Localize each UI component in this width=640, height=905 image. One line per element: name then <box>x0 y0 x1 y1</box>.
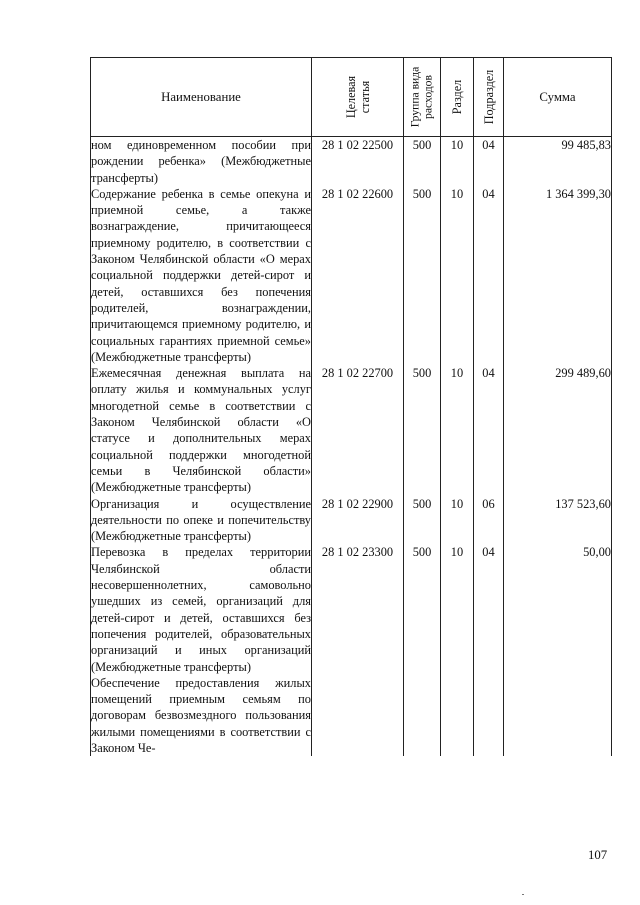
row-subsection-cell <box>474 365 504 495</box>
page-number: 107 <box>588 848 608 862</box>
row-name-cell <box>91 544 312 674</box>
row-target-cell <box>312 675 404 756</box>
header-target-article-text: Целевая статья <box>343 75 372 119</box>
row-subsection: 04 <box>482 138 495 152</box>
row-target: 28 1 02 22600 <box>321 186 394 201</box>
row-section: 10 <box>450 545 464 560</box>
row-group: 500 <box>412 496 432 511</box>
budget-table <box>90 57 612 756</box>
row-group-cell <box>404 544 441 674</box>
row-section: 10 <box>450 366 464 381</box>
header-subsection-text: Подраздел <box>481 69 496 125</box>
table-row <box>91 365 612 495</box>
row-target-cell <box>312 544 404 674</box>
row-name: Организация и осуществление деятельности по опеке и попечительству (Межбюджетные трансферты) <box>91 496 311 544</box>
row-sum-cell <box>504 186 612 365</box>
row-target-cell <box>312 186 404 365</box>
table-header-row <box>91 58 612 137</box>
row-target: 28 1 02 22500 <box>321 138 394 152</box>
header-expense-group <box>404 58 441 137</box>
scan-speck <box>522 894 524 895</box>
row-subsection: 04 <box>482 186 495 201</box>
row-sum-cell <box>504 675 612 756</box>
row-name: Ежемесячная денежная выплата на оплату жилья и коммунальных услуг многодетной семье в соответствии с Законом Челябинской области «О статусе и дополнительных мерах социальной поддержки многодетной семьи в Челябинской области» (Межбюджетные трансферты) <box>91 366 311 495</box>
table-row <box>91 496 612 545</box>
row-target: 28 1 02 23300 <box>321 545 394 560</box>
table-row <box>91 186 612 365</box>
row-group: 500 <box>412 366 432 381</box>
row-sum: 50,00 <box>583 545 611 560</box>
header-target-article <box>312 58 404 137</box>
row-subsection-cell <box>474 137 504 186</box>
row-sum: 1 364 399,30 <box>545 186 611 201</box>
table-row <box>91 137 612 186</box>
header-sum: Сумма <box>504 58 612 137</box>
header-section-text: Раздел <box>449 79 464 115</box>
row-target: 28 1 02 22900 <box>321 496 394 511</box>
row-name-cell <box>91 365 312 495</box>
row-target: 28 1 02 22700 <box>321 366 394 381</box>
row-section-cell <box>441 496 474 545</box>
row-sum-cell <box>504 137 612 186</box>
row-subsection: 06 <box>482 496 495 511</box>
row-target-cell <box>312 365 404 495</box>
table-row <box>91 675 612 756</box>
row-sum-cell <box>504 544 612 674</box>
row-subsection-cell <box>474 675 504 756</box>
row-name: ном единовременном пособии при рождении ребенка» (Межбюджетные трансферты) <box>91 138 311 185</box>
row-subsection-cell <box>474 496 504 545</box>
row-name: Обеспечение предоставления жилых помещений приемным семьям по договорам безвозмездного пользования жилыми помещениями в соответствии с Законом Че- <box>91 675 311 755</box>
row-name-cell <box>91 137 312 186</box>
row-group-cell <box>404 675 441 756</box>
row-section-cell <box>441 186 474 365</box>
row-sum: 299 489,60 <box>555 366 611 381</box>
row-name: Перевозка в пределах территории Челябинской области несовершеннолетних, самовольно ушедших из семей, организаций для детей-сирот и детей, оставшихся без попечения родителей, образовательных организаций и иных организаций (Межбюджетные трансферты) <box>91 545 311 674</box>
row-section-cell <box>441 675 474 756</box>
row-section-cell <box>441 365 474 495</box>
row-subsection: 04 <box>482 366 495 381</box>
row-sum: 137 523,60 <box>555 496 611 511</box>
row-target-cell <box>312 496 404 545</box>
row-name-cell <box>91 675 312 756</box>
row-subsection-cell <box>474 544 504 674</box>
row-name-cell <box>91 186 312 365</box>
row-section: 10 <box>450 138 464 152</box>
table-row <box>91 544 612 674</box>
row-group-cell <box>404 186 441 365</box>
row-subsection-cell <box>474 186 504 365</box>
row-sum-cell <box>504 365 612 495</box>
header-name: Наименование <box>91 58 312 137</box>
row-section-cell <box>441 544 474 674</box>
row-group: 500 <box>412 545 432 560</box>
row-group: 500 <box>412 138 432 152</box>
row-group-cell <box>404 496 441 545</box>
row-name: Содержание ребенка в семье опекуна и приемной семье, а также вознаграждение, причитающееся приемному родителю, в соответствии с Законом Челябинской области «О мерах социальной поддержки детей-сирот и детей, оставшихся без попечения родителей, вознаграждении, причитающемся приемному родителю, и социальных гарантиях приемной семье» (Межбюджетные трансферты) <box>91 186 311 364</box>
header-section <box>441 58 474 137</box>
row-target-cell <box>312 137 404 186</box>
row-name-cell <box>91 496 312 545</box>
row-section: 10 <box>450 496 464 511</box>
header-expense-group-text: Группа вида расходов <box>408 66 435 128</box>
row-group: 500 <box>412 186 432 201</box>
row-section-cell <box>441 137 474 186</box>
row-group-cell <box>404 365 441 495</box>
header-subsection <box>474 58 504 137</box>
row-group-cell <box>404 137 441 186</box>
row-sum-cell <box>504 496 612 545</box>
row-sum: 99 485,83 <box>561 138 611 152</box>
row-subsection: 04 <box>482 545 495 560</box>
row-section: 10 <box>450 186 464 201</box>
